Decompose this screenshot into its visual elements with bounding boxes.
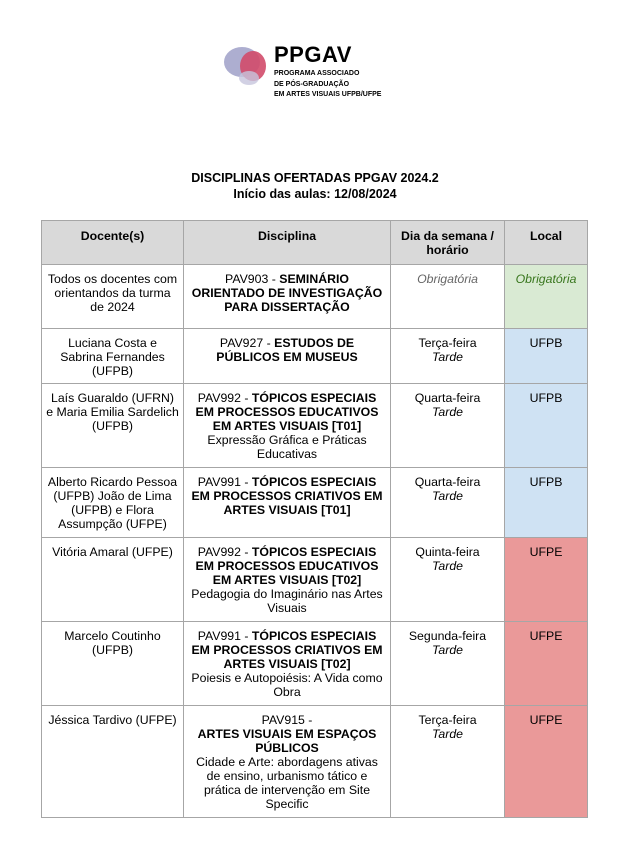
period-label: Tarde xyxy=(432,350,463,364)
period-label: Tarde xyxy=(432,559,463,573)
day-cell xyxy=(391,622,505,706)
logo-subtitle-line: DE PÓS-GRADUAÇÃO xyxy=(274,80,350,88)
day-cell xyxy=(391,468,505,538)
day-label: Terça-feira xyxy=(418,713,477,727)
course-code: PAV992 - xyxy=(197,545,252,559)
docente-cell: Todos os docentes com orientandos da turma de 2024 xyxy=(42,265,184,329)
document-subtitle: Início das aulas: 12/08/2024 xyxy=(233,187,397,201)
course-title: TÓPICOS ESPECIAIS EM PROCESSOS CRIATIVOS EM ARTES VISUAIS [T02] xyxy=(191,629,383,671)
day-cell xyxy=(391,384,505,468)
day-label: Quinta-feira xyxy=(415,545,480,559)
logo-title: PPGAV xyxy=(274,42,352,67)
local-label: Obrigatória xyxy=(515,272,577,286)
day-label: Quarta-feira xyxy=(414,391,481,405)
local-cell: UFPE xyxy=(505,622,588,706)
courses-table xyxy=(41,220,588,818)
disciplina-cell xyxy=(184,706,391,818)
local-cell: UFPB xyxy=(505,468,588,538)
column-header-disciplina: Disciplina xyxy=(184,221,391,265)
disciplina-cell xyxy=(184,468,391,538)
course-description: Cidade e Arte: abordagens ativas de ensino, urbanismo tático e prática de intervenção em Site Specific xyxy=(196,755,378,811)
day-label: Obrigatória xyxy=(417,272,478,286)
course-title: TÓPICOS ESPECIAIS EM PROCESSOS CRIATIVOS EM ARTES VISUAIS [T01] xyxy=(191,475,383,517)
local-cell xyxy=(505,265,588,329)
period-label: Tarde xyxy=(432,405,463,419)
ppgav-logo-mark-icon xyxy=(222,40,274,92)
disciplina-cell xyxy=(184,329,391,384)
table-row xyxy=(42,384,588,468)
day-cell xyxy=(391,706,505,818)
docente-cell: Luciana Costa e Sabrina Fernandes (UFPB) xyxy=(42,329,184,384)
docente-cell: Vitória Amaral (UFPE) xyxy=(42,538,184,622)
day-label: Terça-feira xyxy=(418,336,477,350)
course-code: PAV915 - xyxy=(261,713,313,727)
column-header-docentes: Docente(s) xyxy=(42,221,184,265)
day-cell xyxy=(391,329,505,384)
course-description: Expressão Gráfica e Práticas Educativas xyxy=(207,433,367,461)
course-description: Pedagogia do Imaginário nas Artes Visuais xyxy=(191,587,383,615)
course-code: PAV927 - xyxy=(219,336,275,350)
course-title: SEMINÁRIO ORIENTADO DE INVESTIGAÇÃO PARA DISSERTAÇÃO xyxy=(191,272,383,314)
column-header-local: Local xyxy=(505,221,588,265)
table-row xyxy=(42,538,588,622)
day-label: Quarta-feira xyxy=(414,475,481,489)
course-code: PAV991 - xyxy=(197,629,252,643)
disciplina-cell xyxy=(184,538,391,622)
course-code: PAV992 - xyxy=(197,391,252,405)
course-title: TÓPICOS ESPECIAIS EM PROCESSOS EDUCATIVOS EM ARTES VISUAIS [T01] xyxy=(195,391,379,433)
period-label: Tarde xyxy=(432,643,463,657)
course-title: ARTES VISUAIS EM ESPAÇOS PÚBLICOS xyxy=(197,727,377,755)
disciplina-cell xyxy=(184,622,391,706)
period-label: Tarde xyxy=(432,489,463,503)
table-row xyxy=(42,622,588,706)
course-code: PAV903 - xyxy=(225,272,280,286)
docente-cell: Marcelo Coutinho (UFPB) xyxy=(42,622,184,706)
document-title: DISCIPLINAS OFERTADAS PPGAV 2024.2 xyxy=(191,171,439,185)
local-cell: UFPB xyxy=(505,384,588,468)
logo-subtitle xyxy=(274,69,381,101)
document-heading xyxy=(0,170,630,202)
day-label: Segunda-feira xyxy=(408,629,487,643)
table-row xyxy=(42,706,588,818)
day-cell xyxy=(391,265,505,329)
disciplina-cell xyxy=(184,384,391,468)
docente-cell: Laís Guaraldo (UFRN) e Maria Emilia Sardelich (UFPB) xyxy=(42,384,184,468)
column-header-dia-horario: Dia da semana / horário xyxy=(391,221,505,265)
day-cell xyxy=(391,538,505,622)
table-row xyxy=(42,265,588,329)
table-row xyxy=(42,468,588,538)
course-description: Poiesis e Autopoiésis: A Vida como Obra xyxy=(191,671,383,699)
local-cell: UFPE xyxy=(505,706,588,818)
period-label: Tarde xyxy=(432,727,463,741)
course-code: PAV991 - xyxy=(197,475,252,489)
course-title: TÓPICOS ESPECIAIS EM PROCESSOS EDUCATIVOS EM ARTES VISUAIS [T02] xyxy=(195,545,379,587)
local-cell: UFPB xyxy=(505,329,588,384)
ppgav-logo xyxy=(222,40,422,122)
course-title: ESTUDOS DE PÚBLICOS EM MUSEUS xyxy=(216,336,358,364)
disciplina-cell xyxy=(184,265,391,329)
docente-cell: Jéssica Tardivo (UFPE) xyxy=(42,706,184,818)
local-cell: UFPE xyxy=(505,538,588,622)
logo-subtitle-line: PROGRAMA ASSOCIADO xyxy=(274,70,360,77)
table-header-row xyxy=(42,221,588,265)
logo-subtitle-line: EM ARTES VISUAIS UFPB/UFPE xyxy=(274,91,382,98)
docente-cell: Alberto Ricardo Pessoa (UFPB) João de Lima (UFPB) e Flora Assumpção (UFPE) xyxy=(42,468,184,538)
table-row xyxy=(42,329,588,384)
